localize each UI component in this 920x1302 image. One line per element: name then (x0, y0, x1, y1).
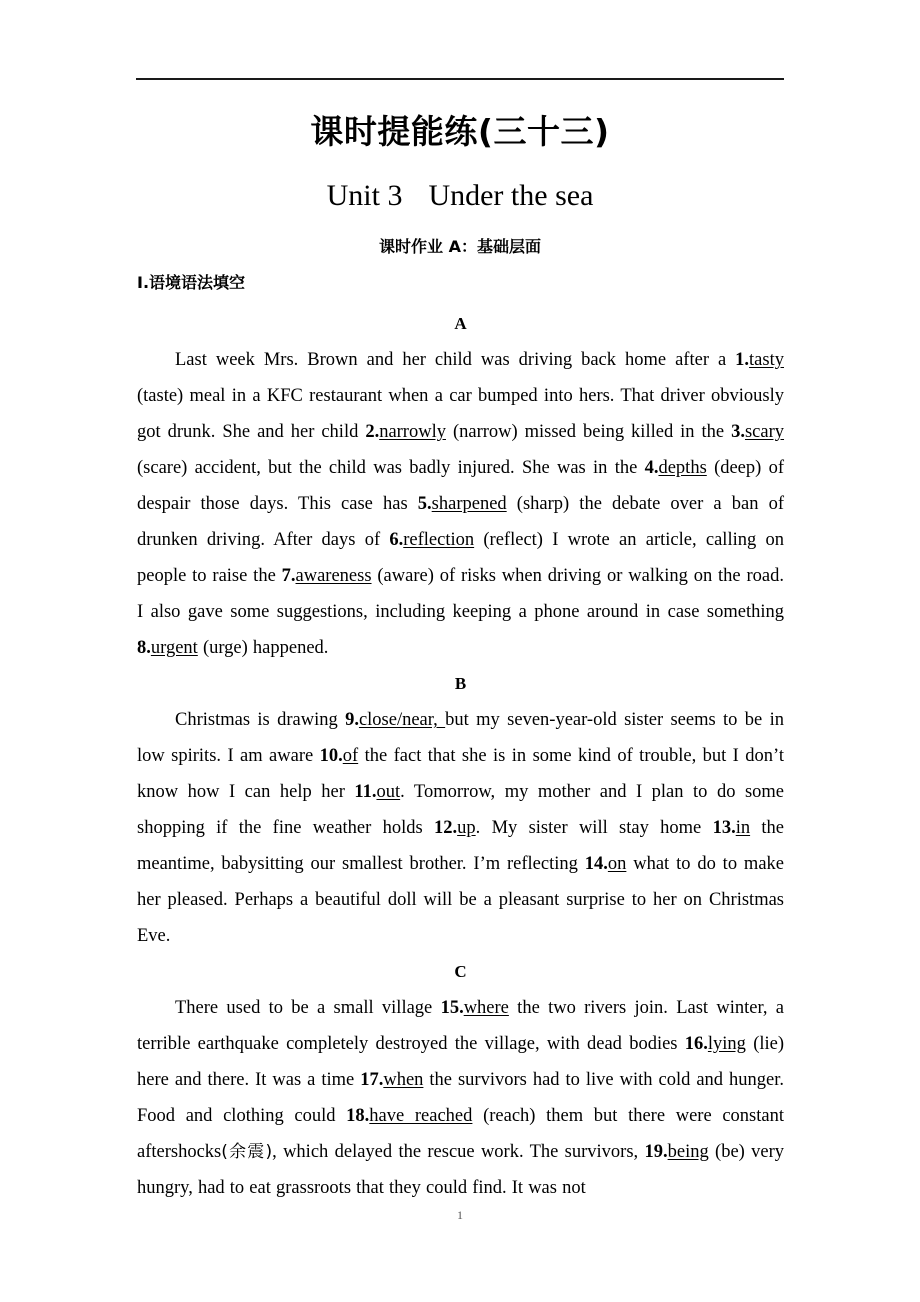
part-label-b: B (454, 674, 467, 693)
blank-number-12: 12. (434, 818, 458, 838)
passage-c-text-3: (lie) here and there. It was a time (137, 1034, 785, 1090)
blank-number-2: 2. (365, 422, 380, 442)
blank-number-8: 8. (137, 638, 151, 658)
blank-answer-9: close/near, (358, 710, 446, 730)
blank-number-17: 17. (360, 1070, 384, 1090)
blank-answer-4: depths (658, 458, 707, 478)
blank-answer-3: scary (744, 422, 785, 442)
blank-number-5: 5. (417, 494, 432, 514)
passage-b-text-1: Christmas is drawing (175, 710, 346, 730)
blank-number-10: 10. (319, 746, 343, 766)
part-label-a: A (454, 314, 467, 333)
passage-a-text-8: (aware) of risks when driving or walking on the road. I also gave some suggestions, including keeping a phone around in case something (137, 566, 784, 622)
blank-number-11: 11. (354, 782, 377, 802)
page-title: 课时提能练(三十三) (310, 112, 610, 151)
blank-answer-1: tasty (749, 350, 784, 370)
blank-answer-13: in (735, 818, 751, 838)
blank-number-7: 7. (281, 566, 296, 586)
passage-c (137, 990, 784, 1206)
blank-answer-7: awareness (295, 566, 372, 586)
passage-c-text-1: There used to be a small village (175, 998, 441, 1018)
passage-c-text-6: , which delayed the rescue work. The survivors, (272, 1142, 645, 1162)
passage-b (137, 702, 784, 954)
blank-number-9: 9. (345, 710, 359, 730)
passage-a-text-5: (deep) of despair those days. This case has (137, 458, 784, 514)
unit-number: Unit 3 (326, 179, 403, 212)
blank-answer-15: where (463, 998, 509, 1018)
passage-a-text-4: (scare) accident, but the child was badly injured. She was in the (137, 458, 645, 478)
passage-b-text-3: the fact that she is in some kind of trouble, but I don’t know how I can help her (137, 746, 784, 802)
blank-answer-17: when (383, 1070, 424, 1090)
blank-number-13: 13. (712, 818, 736, 838)
passage-c-text-7: (be) very hungry, had to eat grassroots that they could find. It was not (137, 1142, 785, 1198)
passage-a (137, 342, 784, 666)
unit-title (136, 176, 784, 216)
passage-a-text-1: Last week Mrs. Brown and her child was driving back home after a (175, 350, 736, 370)
blank-number-1: 1. (735, 350, 750, 370)
blank-number-19: 19. (644, 1142, 668, 1162)
unit-name: Under the sea (428, 179, 594, 212)
blank-answer-8: urgent (150, 638, 198, 658)
blank-answer-11: out (376, 782, 401, 802)
passage-a-text-3: (narrow) missed being killed in the (445, 422, 732, 442)
passage-b-text-6: the meantime, babysitting our smallest brother. I’m reflecting (137, 818, 785, 874)
blank-answer-16: lying (707, 1034, 746, 1054)
blank-answer-10: of (342, 746, 359, 766)
blank-number-4: 4. (644, 458, 659, 478)
header-divider (136, 78, 784, 80)
assignment-subtitle: 课时作业 A：基础层面 (379, 237, 541, 256)
blank-number-6: 6. (389, 530, 404, 550)
passage-b-text-7: what to do to make her pleased. Perhaps a beautiful doll will be a pleasant surprise to her on Christmas Eve. (137, 854, 784, 946)
passage-c-text-4: the survivors had to live with cold and hunger. Food and clothing could (137, 1070, 784, 1126)
passage-c-text-2: the two rivers join. Last winter, a terrible earthquake completely destroyed the village, with dead bodies (137, 998, 784, 1054)
passage-c-text-5: (reach) them but there were constant aftershocks (137, 1106, 784, 1162)
passage-b-text-4: . Tomorrow, my mother and I plan to do some shopping if the fine weather holds (137, 782, 785, 838)
blank-answer-12: up (457, 818, 476, 838)
blank-answer-14: on (607, 854, 627, 874)
blank-number-14: 14. (584, 854, 608, 874)
blank-answer-5: sharpened (431, 494, 507, 514)
blank-number-15: 15. (440, 998, 464, 1018)
blank-answer-18: have reached (369, 1106, 473, 1126)
exercise-body (137, 306, 784, 1206)
gloss-aftershocks: (余震) (221, 1142, 273, 1162)
blank-number-3: 3. (731, 422, 745, 442)
passage-a-text-6: (sharp) the debate over a ban of drunken driving. After days of (137, 494, 784, 550)
passage-a-text-9: (urge) happened. (197, 638, 329, 658)
passage-a-text-2: (taste) meal in a KFC restaurant when a car bumped into hers. That driver obviously got drunk. She and her child (137, 386, 784, 442)
passage-b-text-2: but my seven-year-old sister seems to be in low spirits. I am aware (137, 710, 784, 766)
blank-number-18: 18. (346, 1106, 370, 1126)
blank-number-16: 16. (684, 1034, 708, 1054)
passage-b-text-5: . My sister will stay home (475, 818, 713, 838)
blank-answer-6: reflection (403, 530, 475, 550)
passage-a-text-7: (reflect) I wrote an article, calling on people to raise the (137, 530, 784, 586)
part-label-c: C (454, 962, 467, 981)
section-heading: Ⅰ.语境语法填空 (137, 273, 246, 292)
blank-answer-19: being (667, 1142, 709, 1162)
blank-answer-2: narrowly (379, 422, 446, 442)
page-number: 1 (457, 1208, 463, 1222)
